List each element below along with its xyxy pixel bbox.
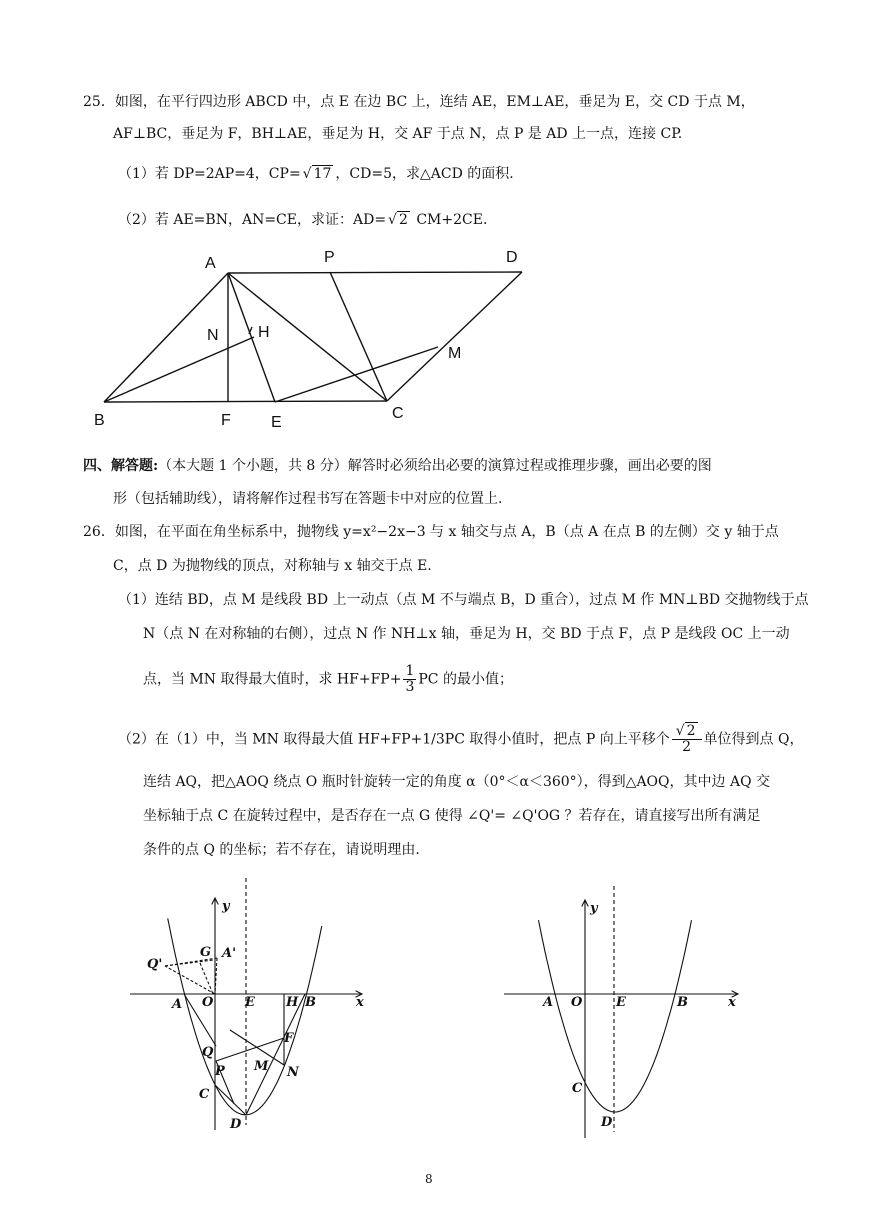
q25-part2-radicand: 2 <box>398 212 408 228</box>
label-F: F <box>221 412 231 429</box>
label-A: A <box>543 995 554 1010</box>
label-C: C <box>199 1087 210 1102</box>
label-M: M <box>448 345 462 362</box>
q26-p2-text-b: 单位得到点 Q， <box>703 731 804 748</box>
q26-stem-line1 <box>83 522 779 542</box>
label-E: E <box>245 995 255 1010</box>
label-D: D <box>230 1117 242 1132</box>
axis-label-x: x <box>728 995 736 1010</box>
q25-stem1: 如图，在平行四边形 ABCD 中，点 E 在边 BC 上，连结 AE，EM⊥AE，垂足为 E，交 CD 于点 M， <box>114 94 755 110</box>
label-N: N <box>207 327 219 344</box>
label-E: E <box>271 414 282 431</box>
q26-p2-line4: 条件的点 Q 的坐标；若不存在，请说明理由. <box>143 842 420 858</box>
label-D: D <box>601 1115 613 1130</box>
sqrt-symbol: √ 2 <box>675 723 696 739</box>
axis-label-x: x <box>356 995 364 1010</box>
q26-p2-line3: 坐标轴于点 C 在旋转过程中，是否存在一点 G 使得 ∠Q'= ∠Q'OG ？若存在，请直接写出所有满足 <box>143 808 761 824</box>
label-P: P <box>324 249 335 266</box>
fraction-numerator <box>672 724 702 740</box>
q25-part1-text-b: ，CD=5，求△ACD 的面积. <box>335 166 514 182</box>
label-C: C <box>572 1081 583 1096</box>
label-A-prime: A' <box>222 946 237 961</box>
label-Q: Q <box>202 1045 214 1060</box>
axis-label-y: y <box>222 899 230 914</box>
label-B: B <box>305 995 316 1010</box>
q26-number: 26． <box>83 524 115 540</box>
section4-desc1: （本大题 1 个小题，共 8 分）解答时必须给出必要的演算过程或推理步骤，画出必要的图 <box>158 458 712 474</box>
fraction-denominator: 3 <box>405 679 415 695</box>
q25-stem-line1 <box>83 92 755 112</box>
label-F: F <box>284 1031 294 1046</box>
q25-part1-radicand: 17 <box>313 166 332 182</box>
q25-part2-text-b: CM+2CE. <box>411 212 488 228</box>
label-P: P <box>215 1064 225 1079</box>
sqrt-symbol: √ 2 <box>388 212 408 228</box>
label-N: N <box>287 1065 299 1080</box>
fraction-sqrt2-over-2 <box>672 724 702 755</box>
label-O: O <box>202 995 214 1010</box>
label-D: D <box>506 249 518 266</box>
q26-p1-text-a: 点，当 MN 取得最大值时，求 HF+FP+ <box>143 671 402 688</box>
section4-title: 四、解答题: <box>83 458 159 474</box>
label-H: H <box>258 324 270 341</box>
fraction-radicand: 2 <box>686 723 696 739</box>
section4-line1 <box>83 456 712 476</box>
q26-p2-line1 <box>118 724 803 755</box>
label-G: G <box>200 945 212 960</box>
label-C: C <box>392 405 404 422</box>
label-H: H <box>286 995 299 1010</box>
fraction-one-third <box>403 664 416 695</box>
q26-stem1: 如图，在平面在角坐标系中，抛物线 y=x²−2x−3 与 x 轴交与点 A，B（点 A 在点 B 的左侧）交 y 轴于点 <box>114 524 779 540</box>
sqrt-symbol: √ 17 <box>302 166 332 182</box>
label-Q-prime: Q' <box>147 957 163 972</box>
q25-stem-line2: AF⊥BC，垂足为 F，BH⊥AE，垂足为 H，交 AF 于点 N，点 P 是 AD 上一点，连接 CP. <box>113 126 683 142</box>
label-E: E <box>616 995 626 1010</box>
label-O: O <box>571 995 583 1010</box>
axis-label-y: y <box>590 901 598 916</box>
q25-part2-text-a: （2）若 AE=BN，AN=CE，求证：AD= <box>118 212 387 228</box>
q26-p1-text-b: PC 的最小值； <box>418 671 513 688</box>
q26-stem-line2: C，点 D 为抛物线的顶点，对称轴与 x 轴交于点 E. <box>113 558 432 574</box>
label-B: B <box>677 995 688 1010</box>
q26-p2-line2: 连结 AQ，把△AOQ 绕点 O 瓶时针旋转一定的角度 α（0°＜α＜360°），得到△AOQ，其中边 AQ 交 <box>143 774 771 790</box>
q26-p1-line3 <box>143 664 513 695</box>
fraction-numerator: 1 <box>405 663 415 679</box>
label-M: M <box>254 1059 269 1074</box>
q25-part2 <box>118 210 487 230</box>
q26-p1-line1: （1）连结 BD，点 M 是线段 BD 上一动点（点 M 不与端点 B，D 重合），过点 M 作 MN⊥BD 交抛物线于点 <box>118 592 809 608</box>
q25-part1 <box>118 164 514 184</box>
label-B: B <box>94 412 105 429</box>
q25-number: 25． <box>83 94 115 110</box>
page-number: 8 <box>425 1172 433 1186</box>
section4-line2: 形（包括辅助线），请将解作过程书写在答题卡中对应的位置上. <box>113 491 503 507</box>
label-A: A <box>205 255 216 272</box>
q26-p2-text-a: （2）在（1）中，当 MN 取得最大值 HF+FP+1/3PC 取得小值时，把点 P 向上平移个 <box>118 731 670 748</box>
fraction-denominator: 2 <box>682 739 692 755</box>
label-A: A <box>172 997 183 1012</box>
q25-part1-text-a: （1）若 DP=2AP=4，CP= <box>118 166 301 182</box>
q26-p1-line2: N（点 N 在对称轴的右侧），过点 N 作 NH⊥x 轴，垂足为 H，交 BD 于点 F，点 P 是线段 OC 上一动 <box>143 626 790 642</box>
